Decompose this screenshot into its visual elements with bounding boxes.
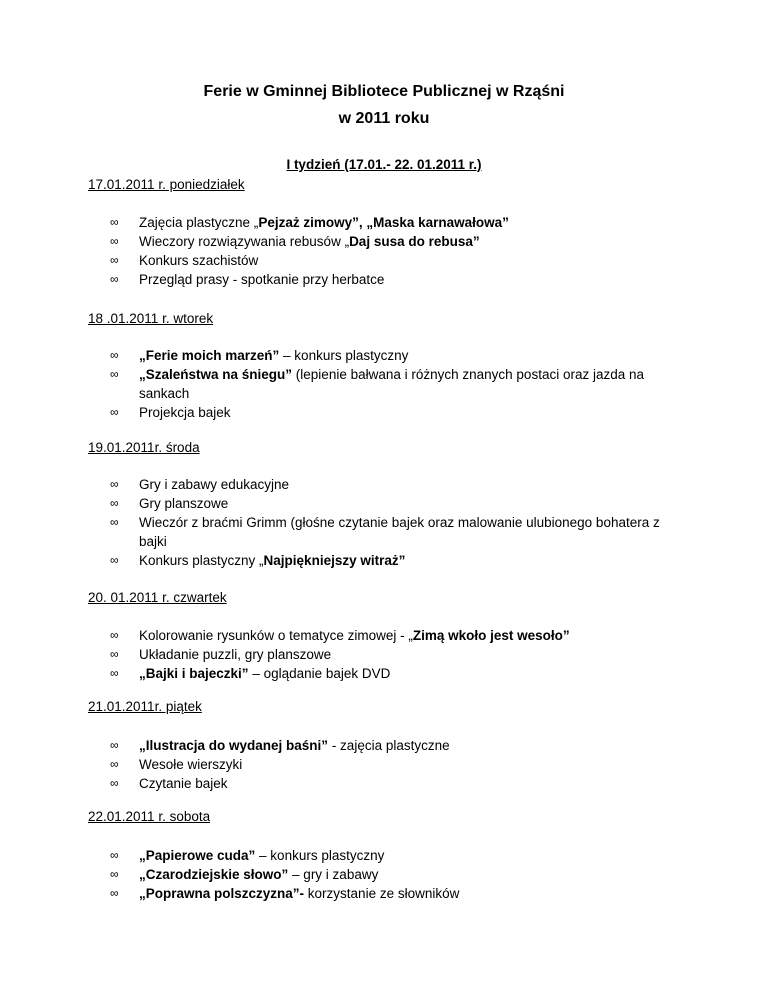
activity-text: Gry planszowe [139, 496, 229, 511]
activity-item [0, 626, 679, 645]
infinity-bullet-icon: ∞ [110, 405, 119, 419]
infinity-bullet-icon: ∞ [110, 776, 119, 790]
activity-title: „Ilustracja do wydanej baśni” [139, 738, 329, 753]
infinity-bullet-icon: ∞ [110, 253, 119, 267]
activity-list [0, 736, 768, 793]
activity-list [0, 213, 768, 289]
activity-item [0, 645, 679, 664]
activity-item [0, 664, 679, 683]
infinity-bullet-icon: ∞ [110, 477, 119, 491]
infinity-bullet-icon: ∞ [110, 272, 119, 286]
activity-text: - zajęcia plastyczne [328, 738, 450, 753]
activity-text: Kolorowanie rysunków o tematyce zimowej - „ [139, 628, 413, 643]
week-heading-text: I tydzień (17.01.- 22. 01.2011 r.) [286, 157, 482, 172]
activity-text: Układanie puzzli, gry planszowe [139, 647, 332, 662]
activity-title: Pejzaż zimowy”, „Maska karnawałowa” [258, 215, 509, 230]
infinity-bullet-icon: ∞ [110, 647, 119, 661]
activity-title: Najpiękniejszy witraż” [263, 553, 406, 568]
activity-item [0, 365, 679, 403]
infinity-bullet-icon: ∞ [110, 515, 119, 529]
activity-title: „Ferie moich marzeń” [139, 348, 280, 363]
activity-text: Czytanie bajek [139, 776, 228, 791]
activity-item [0, 846, 679, 865]
day-heading: 18 .01.2011 r. wtorek [88, 311, 214, 326]
activity-title: „Szaleństwa na śniegu” [139, 367, 293, 382]
activity-text: Wieczór z braćmi Grimm (głośne czytanie bajek oraz malowanie ulubionego bohatera z bajki [139, 515, 660, 549]
document-subtitle: w 2011 roku [338, 110, 430, 127]
activity-title: „Papierowe cuda” [139, 848, 256, 863]
activity-item [0, 270, 679, 289]
activity-item [0, 251, 679, 270]
activity-title: Zimą wkoło jest wesoło” [412, 628, 570, 643]
activity-item [0, 736, 679, 755]
infinity-bullet-icon: ∞ [110, 886, 119, 900]
activity-list [0, 475, 768, 570]
infinity-bullet-icon: ∞ [110, 757, 119, 771]
infinity-bullet-icon: ∞ [110, 367, 119, 381]
activity-item [0, 213, 679, 232]
activity-text: Wesołe wierszyki [139, 757, 243, 772]
activity-item [0, 513, 679, 551]
document-title: Ferie w Gminnej Bibliotece Publicznej w Rząśni [203, 83, 565, 100]
week-heading [0, 157, 768, 172]
activity-text: Gry i zabawy edukacyjne [139, 477, 290, 492]
activity-text: Konkurs szachistów [139, 253, 259, 268]
day-heading: 21.01.2011r. piątek [88, 699, 202, 714]
activity-item [0, 232, 679, 251]
activity-title: Daj susa do rebusa” [349, 234, 480, 249]
activity-text: Projekcja bajek [139, 405, 231, 420]
activity-text: (lepienie bałwana i różnych znanych postaci oraz jazda na sankach [139, 367, 645, 401]
activity-title: „Poprawna polszczyzna”- [139, 886, 308, 901]
infinity-bullet-icon: ∞ [110, 738, 119, 752]
day-heading: 22.01.2011 r. sobota [88, 809, 211, 824]
activity-item [0, 403, 679, 422]
infinity-bullet-icon: ∞ [110, 553, 119, 567]
activity-text: – konkurs plastyczny [255, 848, 385, 863]
activity-item [0, 551, 679, 570]
activity-item [0, 475, 679, 494]
activity-item [0, 774, 679, 793]
infinity-bullet-icon: ∞ [110, 666, 119, 680]
infinity-bullet-icon: ∞ [110, 348, 119, 362]
activity-text: – konkurs plastyczny [279, 348, 409, 363]
activity-text: Przegląd prasy - spotkanie przy herbatce [139, 272, 385, 287]
activity-title: „Czarodziejskie słowo” [139, 867, 289, 882]
activity-text: korzystanie ze słowników [307, 886, 460, 901]
activity-text: Wieczory rozwiązywania rebusów „ [139, 234, 350, 249]
activity-list [0, 626, 768, 683]
activity-text: Konkurs plastyczny „ [139, 553, 264, 568]
infinity-bullet-icon: ∞ [110, 628, 119, 642]
infinity-bullet-icon: ∞ [110, 496, 119, 510]
activity-list [0, 346, 768, 422]
infinity-bullet-icon: ∞ [110, 867, 119, 881]
activity-item [0, 755, 679, 774]
day-heading: 17.01.2011 r. poniedziałek [88, 177, 245, 192]
activity-item [0, 346, 679, 365]
activity-text: – oglądanie bajek DVD [248, 666, 391, 681]
infinity-bullet-icon: ∞ [110, 215, 119, 229]
activity-item [0, 494, 679, 513]
infinity-bullet-icon: ∞ [110, 848, 119, 862]
activity-text: – gry i zabawy [288, 867, 379, 882]
activity-title: „Bajki i bajeczki” [139, 666, 249, 681]
activity-text: Zajęcia plastyczne „ [139, 215, 259, 230]
day-heading: 19.01.2011r. środa [88, 440, 200, 455]
activity-list [0, 846, 768, 903]
day-heading: 20. 01.2011 r. czwartek [88, 590, 227, 605]
infinity-bullet-icon: ∞ [110, 234, 119, 248]
activity-item [0, 865, 679, 884]
activity-item [0, 884, 679, 903]
